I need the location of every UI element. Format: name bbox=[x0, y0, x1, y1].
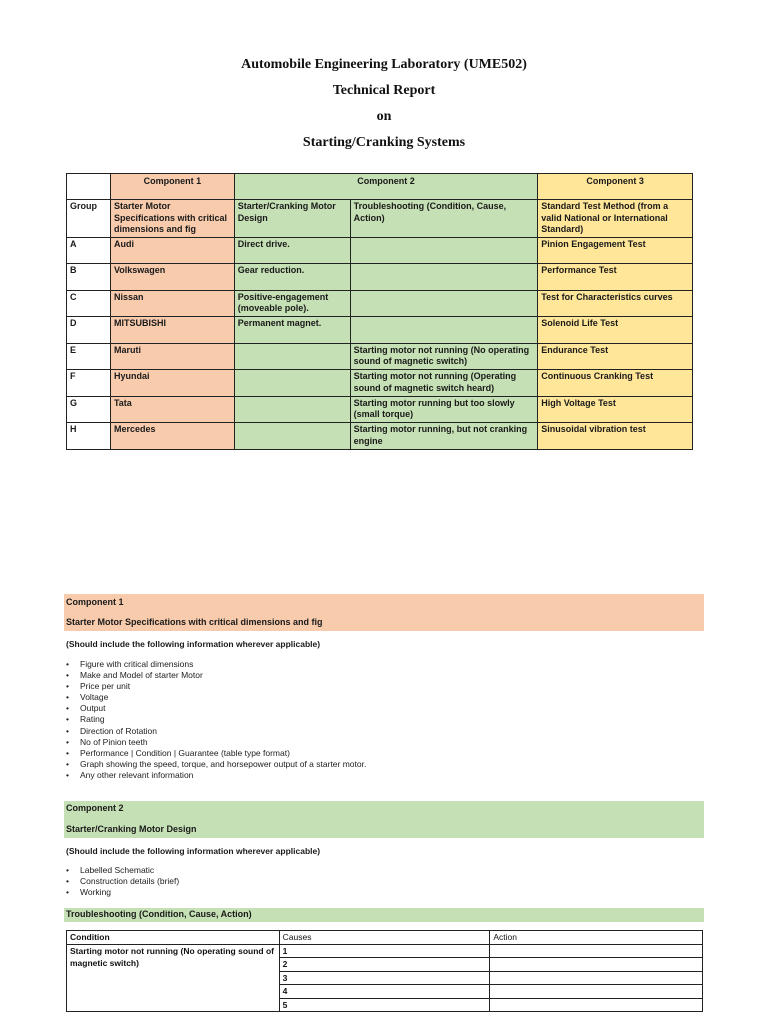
make-cell: Volkswagen bbox=[110, 264, 234, 291]
design-cell bbox=[234, 343, 350, 370]
component-1-list bbox=[66, 659, 366, 781]
design-cell bbox=[234, 396, 350, 423]
group-cell: C bbox=[67, 290, 111, 317]
col-header-standard: Standard Test Method (from a valid National or International Standard) bbox=[538, 200, 693, 238]
troubleshooting-banner bbox=[64, 908, 704, 922]
component-2-note: (Should include the following information wherever applicable) bbox=[66, 846, 321, 856]
col-header-action: Action bbox=[490, 931, 703, 945]
condition-cell: Starting motor not running (No operating sound of magnetic switch) bbox=[67, 944, 280, 1012]
action-cell bbox=[490, 985, 703, 999]
table-row bbox=[67, 317, 693, 344]
cause-cell: 4 bbox=[279, 985, 490, 999]
list-item: • Voltage bbox=[66, 692, 366, 703]
design-cell: Positive-engagement (moveable pole). bbox=[234, 290, 350, 317]
design-cell bbox=[234, 423, 350, 450]
test-cell: High Voltage Test bbox=[538, 396, 693, 423]
troubleshooting-heading: Troubleshooting (Condition, Cause, Action) bbox=[66, 909, 252, 919]
list-item: • Make and Model of starter Motor bbox=[66, 670, 366, 681]
title-line-topic: Starting/Cranking Systems bbox=[302, 135, 466, 150]
list-item: • Graph showing the speed, torque, and horsepower output of a starter motor. bbox=[66, 759, 366, 770]
component-2-banner bbox=[64, 801, 704, 838]
col-header-design: Starter/Cranking Motor Design bbox=[234, 200, 350, 238]
group-cell: B bbox=[67, 264, 111, 291]
col-header-causes: Causes bbox=[279, 931, 490, 945]
cause-cell: 2 bbox=[279, 958, 490, 972]
test-cell: Test for Characteristics curves bbox=[538, 290, 693, 317]
report-title bbox=[0, 52, 768, 156]
component-1-banner bbox=[64, 594, 704, 631]
test-cell: Continuous Cranking Test bbox=[538, 370, 693, 397]
cause-cell: 3 bbox=[279, 971, 490, 985]
cause-cell: 1 bbox=[279, 944, 490, 958]
component-1-subheading: Starter Motor Specifications with critical dimensions and fig bbox=[66, 617, 323, 627]
cause-cell: 5 bbox=[279, 998, 490, 1012]
col-header-condition: Condition bbox=[67, 931, 280, 945]
list-item: • Labelled Schematic bbox=[66, 865, 179, 876]
design-cell: Gear reduction. bbox=[234, 264, 350, 291]
table-row bbox=[67, 237, 693, 264]
table-row bbox=[67, 396, 693, 423]
make-cell: Maruti bbox=[110, 343, 234, 370]
group-cell: A bbox=[67, 237, 111, 264]
make-cell: Hyundai bbox=[110, 370, 234, 397]
trouble-cell bbox=[350, 264, 538, 291]
test-cell: Sinusoidal vibration test bbox=[538, 423, 693, 450]
trouble-cell: Starting motor not running (Operating sound of magnetic switch heard) bbox=[350, 370, 538, 397]
group-cell: G bbox=[67, 396, 111, 423]
list-item: • Figure with critical dimensions bbox=[66, 659, 366, 670]
title-line-on: on bbox=[376, 109, 392, 124]
list-item: • Direction of Rotation bbox=[66, 726, 366, 737]
list-item: • Price per unit bbox=[66, 681, 366, 692]
list-item: • No of Pinion teeth bbox=[66, 737, 366, 748]
list-item: • Rating bbox=[66, 714, 366, 725]
list-item: • Working bbox=[66, 887, 179, 898]
troubleshooting-table bbox=[66, 930, 703, 1012]
make-cell: Nissan bbox=[110, 290, 234, 317]
trouble-cell bbox=[350, 317, 538, 344]
component-1-heading: Component 1 bbox=[66, 597, 124, 607]
trouble-cell: Starting motor running, but not cranking engine bbox=[350, 423, 538, 450]
component-1-note: (Should include the following information wherever applicable) bbox=[66, 639, 321, 649]
trouble-cell bbox=[350, 237, 538, 264]
table-row bbox=[67, 290, 693, 317]
component-2-subheading: Starter/Cranking Motor Design bbox=[66, 824, 197, 834]
col-header-group: Group bbox=[67, 200, 111, 238]
component-2-list bbox=[66, 865, 179, 898]
component-2-heading: Component 2 bbox=[66, 803, 124, 813]
make-cell: Audi bbox=[110, 237, 234, 264]
trouble-cell: Starting motor running but too slowly (small torque) bbox=[350, 396, 538, 423]
assignment-table bbox=[66, 173, 693, 450]
table-row bbox=[67, 423, 693, 450]
table-row bbox=[67, 343, 693, 370]
header-component-2: Component 2 bbox=[234, 174, 537, 200]
action-cell bbox=[490, 958, 703, 972]
make-cell: Tata bbox=[110, 396, 234, 423]
test-cell: Endurance Test bbox=[538, 343, 693, 370]
col-header-specs: Starter Motor Specifications with critical dimensions and fig bbox=[110, 200, 234, 238]
action-cell bbox=[490, 944, 703, 958]
test-cell: Pinion Engagement Test bbox=[538, 237, 693, 264]
group-cell: E bbox=[67, 343, 111, 370]
trouble-cell: Starting motor not running (No operating sound of magnetic switch) bbox=[350, 343, 538, 370]
table-row bbox=[67, 370, 693, 397]
table-row bbox=[67, 264, 693, 291]
design-cell: Permanent magnet. bbox=[234, 317, 350, 344]
title-line-report: Technical Report bbox=[332, 83, 436, 98]
design-cell: Direct drive. bbox=[234, 237, 350, 264]
test-cell: Solenoid Life Test bbox=[538, 317, 693, 344]
group-cell: H bbox=[67, 423, 111, 450]
design-cell bbox=[234, 370, 350, 397]
list-item: • Any other relevant information bbox=[66, 770, 366, 781]
header-blank-cell bbox=[67, 174, 111, 200]
title-line-lab: Automobile Engineering Laboratory (UME502) bbox=[241, 57, 527, 72]
col-header-troubleshooting: Troubleshooting (Condition, Cause, Action) bbox=[350, 200, 538, 238]
group-cell: D bbox=[67, 317, 111, 344]
list-item: • Performance | Condition | Guarantee (table type format) bbox=[66, 748, 366, 759]
make-cell: Mercedes bbox=[110, 423, 234, 450]
test-cell: Performance Test bbox=[538, 264, 693, 291]
make-cell: MITSUBISHI bbox=[110, 317, 234, 344]
header-component-3: Component 3 bbox=[538, 174, 693, 200]
action-cell bbox=[490, 998, 703, 1012]
list-item: • Output bbox=[66, 703, 366, 714]
group-cell: F bbox=[67, 370, 111, 397]
header-component-1: Component 1 bbox=[110, 174, 234, 200]
list-item: • Construction details (brief) bbox=[66, 876, 179, 887]
action-cell bbox=[490, 971, 703, 985]
trouble-cell bbox=[350, 290, 538, 317]
